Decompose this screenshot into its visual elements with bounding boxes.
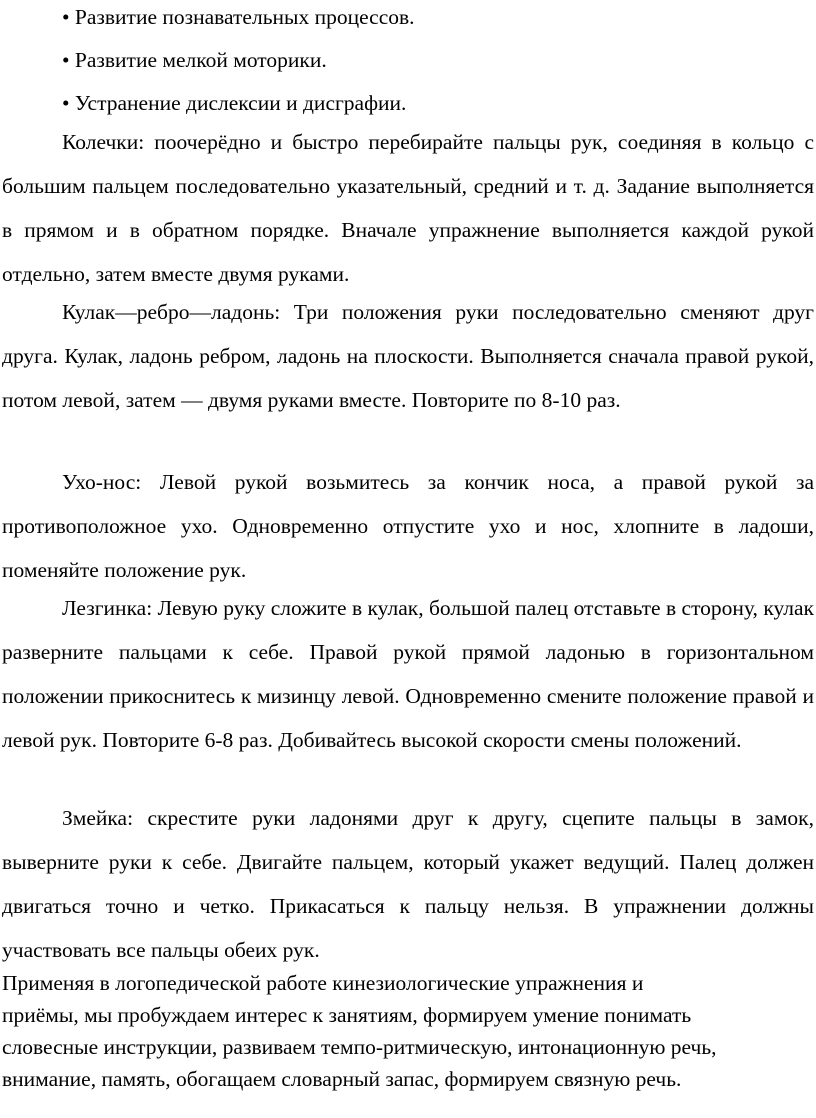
conclusion-line: приёмы, мы пробуждаем интерес к занятиям, формируем умение понимать	[2, 1003, 692, 1027]
conclusion-line: Применяя в логопедической работе кинезиологические упражнения и	[2, 971, 644, 995]
bullet-item: • Устранение дислексии и дисграфии.	[62, 91, 407, 115]
conclusion-line: внимание, память, обогащаем словарный запас, формируем связную речь.	[2, 1067, 682, 1091]
bullet-item: • Развитие мелкой моторики.	[62, 48, 327, 72]
bullet-item: • Развитие познавательных процессов.	[62, 5, 415, 29]
exercise-paragraph-snake: Змейка: скрестите руки ладонями друг к другу, сцепите пальцы в замок, выверните руки к себе. Двигайте пальцем, который укажет ведущий. Палец должен двигаться точно и четко. Прикасаться к пальцу нельзя. В упражнении должны участвовать все пальцы обеих рук.	[2, 806, 814, 962]
exercise-paragraph-ear-nose: Ухо-нос: Левой рукой возьмитесь за кончик носа, а правой рукой за противоположное ухо. Одновременно отпустите ухо и нос, хлопните в ладоши, поменяйте положение рук.	[2, 470, 814, 582]
exercise-paragraph-fist-edge-palm: Кулак—ребро—ладонь: Три положения руки последовательно сменяют друг друга. Кулак, ладонь ребром, ладонь на плоскости. Выполняется сначала правой рукой, потом левой, затем — двумя руками вместе. Повторите по 8-10 раз.	[2, 300, 814, 412]
exercise-paragraph-lezginka: Лезгинка: Левую руку сложите в кулак, большой палец отставьте в сторону, кулак разверните пальцами к себе. Правой рукой прямой ладонью в горизонтальном положении прикоснитесь к мизинцу левой. Одновременно смените положение правой и левой рук. Повторите 6-8 раз. Добивайтесь высокой скорости смены положений.	[2, 596, 814, 752]
conclusion-line: словесные инструкции, развиваем темпо-ритмическую, интонационную речь,	[2, 1035, 717, 1059]
exercise-paragraph-rings: Колечки: поочерёдно и быстро перебирайте пальцы рук, соединяя в кольцо с большим пальцем последовательно указательный, средний и т. д. Задание выполняется в прямом и в обратном порядке. Вначале упражнение выполняется каждой рукой отдельно, затем вместе двумя руками.	[2, 130, 814, 286]
